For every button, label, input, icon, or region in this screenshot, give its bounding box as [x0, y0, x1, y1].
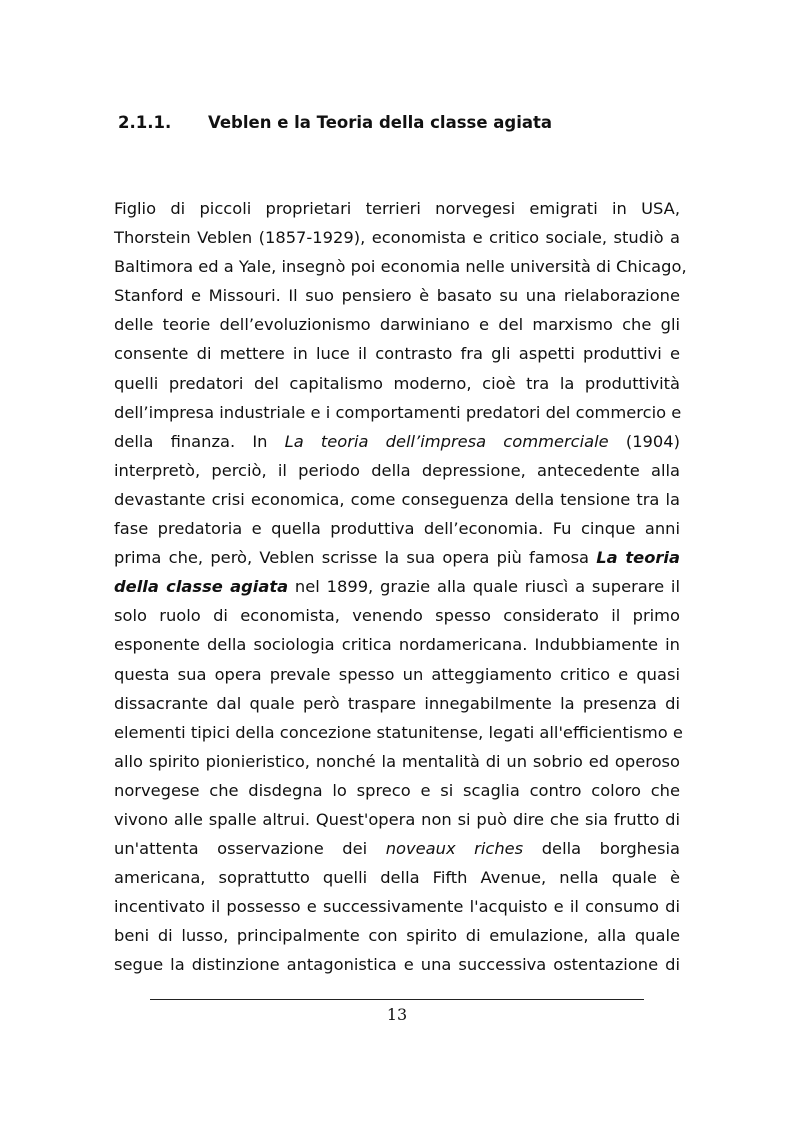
text-line: elementi tipici della concezione statunitense, legati all'efficientismo e [114, 722, 683, 742]
text-line: allo spirito pionieristico, nonché la mentalità di un sobrio ed operoso [114, 751, 680, 771]
text-run: prima che, però, Veblen scrisse la sua opera più famosa [114, 548, 597, 568]
text-line [114, 543, 680, 572]
section-number: 2.1.1. [118, 113, 172, 132]
text-line: Thorstein Veblen (1857-1929), economista e critico sociale, studiò a [114, 228, 680, 248]
bold-italic-title: La teoria [596, 548, 681, 568]
text-line: Baltimora ed a Yale, insegnò poi economia nelle università di Chicago, [114, 257, 687, 277]
text-line: incentivato il possesso e successivamente l'acquisto e il consumo di [114, 897, 680, 917]
text-line [114, 427, 680, 456]
text-line: dell’impresa industriale e i comportamenti predatori del commercio e [114, 402, 682, 422]
italic-title: La teoria dell’impresa commerciale [284, 431, 609, 451]
text-line [114, 834, 680, 863]
text-line: quelli predatori del capitalismo moderno, cioè tra la produttività [114, 373, 680, 393]
text-line: solo ruolo di economista, venendo spesso considerato il primo [114, 606, 680, 626]
text-line: dissacrante dal quale però traspare innegabilmente la presenza di [114, 693, 680, 713]
text-run: (1904) [608, 431, 680, 451]
text-line: Figlio di piccoli proprietari terrieri norvegesi emigrati in USA, [114, 199, 680, 218]
text-run: della borghesia [523, 839, 681, 859]
section-title: Veblen e la Teoria della classe agiata [208, 113, 553, 132]
text-line [114, 572, 680, 601]
text-line: devastante crisi economica, come conseguenza della tensione tra la [114, 489, 680, 509]
text-line: esponente della sociologia critica nordamericana. Indubbiamente in [114, 635, 680, 655]
text-line: consente di mettere in luce il contrasto fra gli aspetti produttivi e [114, 344, 680, 364]
text-line: vivono alle spalle altrui. Quest'opera non si può dire che sia frutto di [114, 809, 680, 829]
text-line: interpretò, perciò, il periodo della depressione, antecedente alla [114, 460, 680, 480]
text-run: della finanza. In [114, 431, 285, 451]
text-line: segue la distinzione antagonistica e una successiva ostentazione di [114, 955, 680, 975]
body-text [114, 194, 687, 980]
page-number: 13 [386, 1005, 408, 1024]
text-run: un'attenta osservazione dei [114, 839, 386, 859]
footer-divider [150, 999, 644, 1000]
text-run: nel 1899, grazie alla quale riuscì a superare il [288, 577, 680, 597]
text-line: fase predatoria e quella produttiva dell’economia. Fu cinque anni [114, 519, 680, 539]
section-heading [118, 113, 552, 132]
text-line: Stanford e Missouri. Il suo pensiero è basato su una rielaborazione [114, 286, 680, 306]
text-line: beni di lusso, principalmente con spirito di emulazione, alla quale [114, 926, 680, 946]
text-line: questa sua opera prevale spesso un atteggiamento critico e quasi [114, 664, 680, 684]
text-line: norvegese che disdegna lo spreco e si scaglia contro coloro che [114, 780, 680, 800]
text-line: delle teorie dell’evoluzionismo darwiniano e del marxismo che gli [114, 315, 680, 335]
italic-term: noveaux riches [385, 839, 524, 859]
bold-italic-title: della classe agiata [114, 577, 289, 597]
text-line: americana, soprattutto quelli della Fifth Avenue, nella quale è [114, 868, 680, 888]
